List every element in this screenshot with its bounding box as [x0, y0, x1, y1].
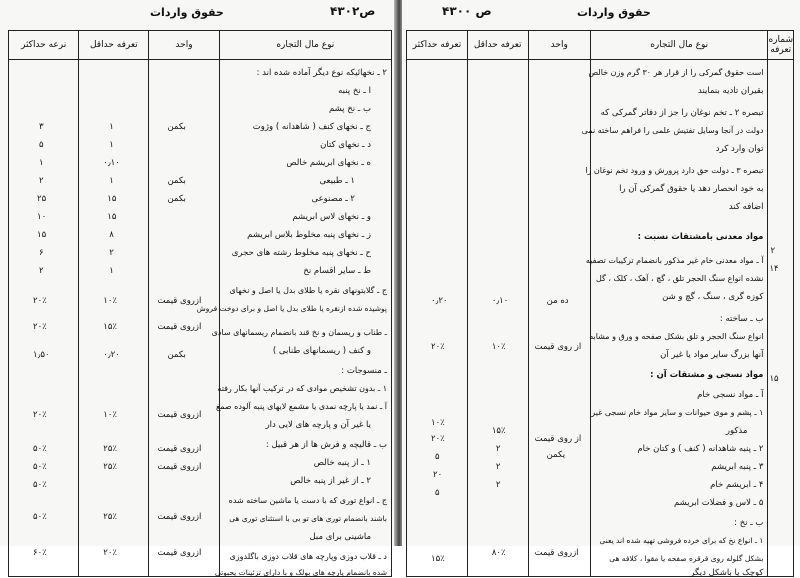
goods-line: ماشینی برای مبل [309, 532, 371, 542]
max-tariff-value: ۵ [39, 140, 44, 150]
max-tariff-value: ۲۰٪ [431, 342, 445, 352]
goods-line: شده بانضمام پارچه های بولک و با دارای تزئینات یحبوتی [214, 568, 387, 577]
unit-value: ازروی قیمت [157, 296, 202, 306]
max-tariff-value: ۲۰٪ [33, 322, 47, 332]
unit-value: بکمن [167, 194, 186, 204]
unit-cell [149, 60, 219, 577]
min-tariff-value: ۸۰٪ [491, 548, 506, 558]
max-tariff-value: ۵ [435, 452, 440, 462]
min-tariff-value: ۸ [109, 230, 114, 240]
goods-line: انواع سنگ الحجر و تلق بشکل صفحه و ورق و مشابه [589, 332, 764, 341]
unit-value: ازروی قیمت [157, 444, 202, 454]
unit-cell [528, 60, 590, 577]
min-tariff-value: ۱۵٪ [103, 322, 117, 332]
goods-line: ۲ ـ نخهائیکه نوع دیگر آماده شده اند : [256, 68, 387, 78]
max-tariff-value: ۵۰٪ [33, 512, 47, 522]
goods-line: ۱ ـ بدون تشخیص موادی که در ترکیب آنها بکار رفته [217, 384, 387, 393]
unit-value: ازروی قیمت [157, 462, 202, 472]
min-tariff-value: ۱۰٪ [103, 410, 117, 420]
goods-line: آ ـ مواد نسجی خام [697, 390, 764, 400]
goods-line: د ـ قلاب دوزی وپارچه های قلاب دوزی باگلدوزی [229, 552, 387, 561]
col-header-min: تعرفه حداقل [467, 31, 528, 60]
goods-line: اضافه کند [728, 202, 764, 212]
max-tariff-value: ۵۰٪ [33, 462, 47, 472]
unit-value: بکمن [167, 122, 186, 132]
max-tariff-value: ۲۰ [433, 470, 443, 480]
right-header-title: حقوق واردات [577, 6, 651, 19]
goods-line: ط ـ سایر اقسام نخ [303, 266, 371, 276]
min-tariff-value: ۰٫۲۰ [103, 350, 120, 360]
goods-line: ح ـ نخهای پنبه مخلوط رشته های حجری [231, 248, 371, 258]
max-tariff-value: ۱۰٪ [431, 418, 445, 428]
goods-line: ج ـ نخهای کنف ( شاهدانه ) وژوت [252, 122, 371, 132]
unit-value: ازروی قیمت [157, 322, 202, 332]
goods-line: ۱ ـ انواع نخ که برای خرده فروشی تهیه شده اند یعنی [599, 536, 764, 545]
right-page-number: ص ۴۳۰۰ [442, 4, 492, 18]
min-tariff-value: ۱۵ [107, 194, 117, 204]
min-tariff-value: ۲۵٪ [103, 462, 117, 472]
col-header-max: تعرفه حداکثر [407, 31, 468, 60]
goods-line: ۲ ـ مصنوعی [311, 194, 355, 204]
min-tariff-value: ۱ [109, 266, 114, 276]
goods-line: ۱ ـ طبیعی [319, 176, 355, 186]
goods-line: ۵ ـ لاس و فضلات ابریشم [674, 498, 764, 508]
max-tariff-value: ۲۰٪ [33, 296, 47, 306]
max-tariff-value: ۳ [39, 122, 44, 132]
goods-line: ج ـ انواع توری که با دست یا ماشین ساخته شده [228, 496, 387, 505]
right-tariff-table [406, 30, 794, 577]
goods-line: ۳ ـ پنبه ابریشم [711, 462, 764, 472]
goods-line: باشند بانضمام توری های تو بی با استثنای توری هی [229, 514, 387, 523]
min-tariff-value: ۰٫۱۰ [491, 296, 509, 306]
goods-line: و کنف ( ریسمانهای طنابی ) [272, 346, 371, 356]
left-page [0, 0, 396, 577]
min-tariff-value: ۲۰٪ [103, 548, 117, 558]
max-tariff-value: ۲۵ [37, 194, 47, 204]
unit-value: از روی قیمت [534, 342, 582, 352]
min-tariff-value: ۲ [495, 444, 501, 454]
goods-line: ۴ ـ ابریشم خام [710, 480, 764, 490]
unit-value: ازروی قیمت [157, 548, 202, 558]
max-tariff-value: ۱۰ [37, 212, 47, 222]
goods-line: ۱ ـ پشم و موی حیوانات و سایر مواد خام نسجی غیر [591, 408, 764, 417]
min-tariff-value: ۱ [109, 176, 114, 186]
min-tariff-value: ۱۰٪ [491, 342, 506, 352]
goods-line: ۲ ـ از غیر از پنبه خالص [290, 476, 371, 486]
goods-line: کوچک یا باشکل دیگر [690, 568, 764, 578]
goods-line: مذکور [725, 426, 748, 436]
min-tariff-cell [79, 60, 149, 577]
goods-line: به خود انحصار دهد یا حقوق گمرکی آن را [619, 184, 764, 194]
min-tariff-value: ۱۵٪ [491, 426, 506, 436]
max-tariff-value: ۲ [39, 266, 44, 276]
goods-line: است حقوق گمرکی را از قرار هر ۳۰ گرم وزن خالص [588, 68, 764, 77]
goods-line: آنها بزرگ سایر مواد یا غیر آن [660, 350, 764, 360]
goods-line: ۲ ـ پنبه شاهدانه ( کنف ) و کتان خام [637, 444, 764, 454]
max-tariff-value: ۱٫۵۰ [33, 350, 50, 360]
goods-line: ـ طناب و ریسمان و نخ قند بانضمام ریسمانهای سادی [211, 328, 387, 337]
max-tariff-value: ۲۰٪ [33, 410, 47, 420]
goods-line: ج ـ گلابتونهای نقره یا طلای بدل یا اصل و نخهای [229, 286, 387, 295]
goods-line: مواد نسجی و مشتقات آن : [650, 370, 764, 380]
unit-value: ده من [546, 296, 569, 306]
goods-line: دولت در آنجا وسایل تفتیش علمی را فراهم ساخته نمی [581, 126, 764, 135]
goods-line: د ـ نخهای کتان [320, 140, 371, 150]
min-tariff-value: ۰٫۱۰ [103, 158, 120, 168]
goods-line: آ ـ نمد یا پارچه نمدی یا مشمع لایهای پنبه آلوده صمغ [215, 402, 387, 411]
min-tariff-value: ۲۵٪ [103, 444, 117, 454]
goods-line: کوزه گری ، سنگ ، گچ و شن [662, 292, 764, 302]
col-header-tariff-no: شماره تعرفه [768, 31, 794, 60]
unit-value: ازروی قیمت [157, 410, 202, 420]
goods-line: بقیران تادیه بنمایند [698, 86, 764, 96]
max-tariff-value: ۱ [39, 158, 44, 168]
tariff-number: ۱۴ [769, 264, 779, 274]
goods-line: تبصره ۳ ـ دولت حق دارد پرورش و ورود تخم نوغان را [585, 166, 764, 175]
left-page-number: ص۴۳۰۲ [330, 4, 376, 18]
max-tariff-cell [9, 60, 79, 577]
min-tariff-value: ۲ [495, 462, 501, 472]
goods-line: ب ـ ساخته : [719, 314, 764, 324]
goods-line: یا غیر آن و پارچه های لایی دار [265, 420, 371, 430]
col-header-max: نرعه حداکثر [9, 31, 79, 60]
min-tariff-value: ۱ [109, 122, 114, 132]
goods-line: توان وارد کرد [715, 144, 764, 154]
max-tariff-value: ۲ [39, 176, 44, 186]
unit-value: بکمن [167, 176, 186, 186]
goods-line: تبصره ۲ ـ تخم نوغان را جز از دفاتر گمرکی که [600, 108, 764, 118]
min-tariff-value: ۱ [109, 140, 114, 150]
col-header-goods: نوع مال التجاره [219, 31, 391, 60]
goods-line: ـ منسوجات : [341, 366, 387, 376]
max-tariff-value: ۱۵٪ [431, 554, 445, 564]
goods-line: و ـ نخهای لاس ابریشم [292, 212, 371, 222]
max-tariff-value: ۰٫۲۰ [431, 296, 448, 306]
max-tariff-value: ۵ [435, 488, 440, 498]
goods-cell [581, 60, 768, 578]
max-tariff-value: ۵۰٪ [33, 444, 47, 454]
unit-value: ازروی قیمت [157, 512, 202, 522]
min-tariff-value: ۱۰٪ [103, 296, 117, 306]
goods-line: ب ـ نخ : [734, 518, 764, 528]
min-tariff-cell [467, 60, 528, 577]
goods-line: ۱ ـ از پنبه خالص [313, 458, 371, 468]
unit-value: ازروی قیمت [534, 548, 579, 558]
goods-line: ب ـ نخ پشم [328, 104, 371, 114]
tariff-no-cell [768, 60, 794, 577]
unit-value: از روی قیمت [534, 434, 582, 444]
min-tariff-value: ۲ [495, 480, 501, 490]
goods-line: ه ـ نخهای ابریشم خالص [286, 158, 371, 168]
max-tariff-value: ۶۰٪ [33, 548, 47, 558]
goods-line: ا ـ نخ پنبه [338, 86, 371, 96]
right-page [402, 0, 800, 578]
col-header-min: تعرفه حداقل [79, 31, 149, 60]
max-tariff-cell [407, 60, 468, 577]
max-tariff-value: ۱۵ [37, 230, 47, 240]
min-tariff-value: ۲ [109, 248, 114, 258]
max-tariff-value: ۶ [39, 248, 44, 258]
min-tariff-value: ۱۵ [107, 212, 117, 222]
goods-cell [196, 60, 391, 577]
col-header-unit: واحد [528, 31, 590, 60]
col-header-unit: واحد [149, 31, 219, 60]
goods-line: ب ـ قالیچه و فرش ها از هر قبیل : [265, 440, 387, 450]
left-header-title: حقوق واردات [150, 6, 224, 19]
goods-line: ز ـ نخهای پنبه مخلوط بلاس ابریشم [247, 230, 371, 240]
unit-value: یکمن [546, 450, 566, 460]
tariff-number: ۱۵ [769, 374, 779, 384]
max-tariff-value: ۵۰٪ [33, 480, 47, 490]
tariff-number: ۲ [770, 246, 776, 256]
left-tariff-table [8, 30, 392, 577]
goods-line: پوشیده شده ازنقره یا طلای بدل یا اصل و برای دوخت فروش [196, 304, 387, 313]
goods-line: نشده انواع سنگ الحجر تلق ، گچ ، آهک ، کلک ، گل [595, 274, 764, 283]
goods-line: مواد معدنی بامشتقات نسبت : [637, 232, 764, 242]
max-tariff-value: ۲۰٪ [431, 434, 445, 444]
goods-line: بشکل گلوله روی قرقره صفحه یا مقوا ، کلافه هی [609, 554, 764, 563]
unit-value: بکمن [167, 350, 186, 360]
min-tariff-value: ۲۵٪ [103, 512, 117, 522]
col-header-goods: نوع مال التجاره [590, 31, 768, 60]
goods-line: آ ـ مواد معدنی خام غیر مذکور بانضمام ترکیبات تصفیه [585, 256, 764, 265]
